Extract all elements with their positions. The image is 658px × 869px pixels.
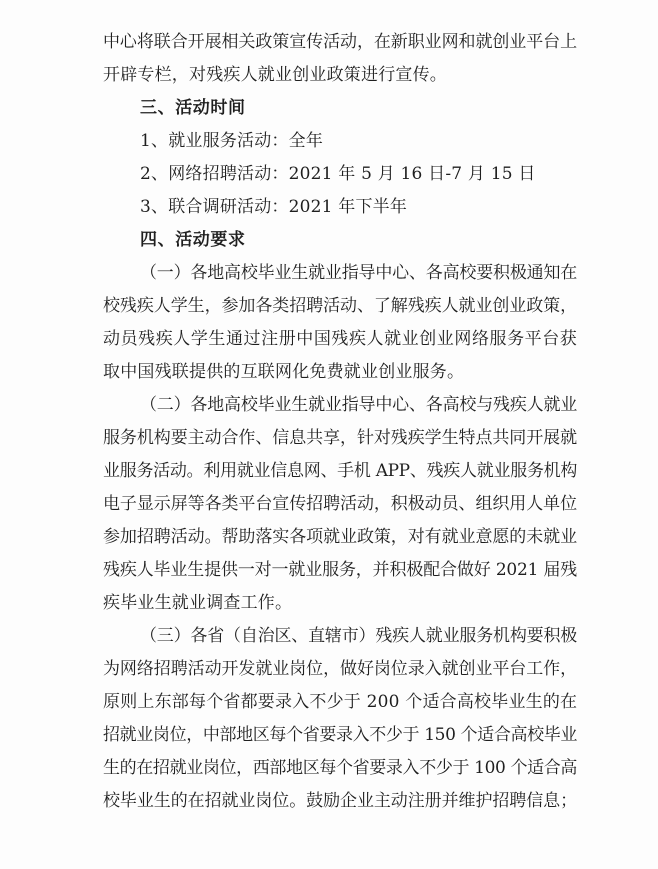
paragraph-line: 业服务活动。利用就业信息网、手机 APP、残疾人就业服务机构	[103, 461, 577, 481]
paragraph-line: 动员残疾人学生通过注册中国残疾人就业创业网络服务平台获	[103, 329, 577, 349]
list-item: 2、网络招聘活动：2021 年 5 月 16 日-7 月 15 日	[140, 164, 536, 184]
paragraph-line: 原则上东部每个省都要录入不少于 200 个适合高校毕业生的在	[103, 692, 578, 712]
paragraph-line: 中心将联合开展相关政策宣传活动，在新职业网和就创业平台上	[103, 32, 577, 52]
paragraph-line: 疾毕业生就业调查工作。	[103, 593, 293, 613]
paragraph-line: （三）各省（自治区、直辖市）残疾人就业服务机构要积极	[140, 626, 577, 646]
paragraph-line: （一）各地高校毕业生就业指导中心、各高校要积极通知在	[140, 263, 577, 283]
paragraph-line: 生的在招就业岗位，西部地区每个省要录入不少于 100 个适合高	[103, 758, 577, 778]
paragraph-line: 残疾人毕业生提供一对一就业服务，并积极配合做好 2021 届残	[103, 560, 577, 580]
paragraph-line: 校毕业生的在招就业岗位。鼓励企业主动注册并维护招聘信息；	[103, 791, 577, 811]
paragraph-line: 取中国残联提供的互联网化免费就业创业服务。	[103, 362, 465, 382]
paragraph-line: 电子显示屏等各类平台宣传招聘活动，积极动员、组织用人单位	[103, 494, 577, 514]
list-item: 3、联合调研活动：2021 年下半年	[140, 197, 408, 217]
document-body	[103, 26, 577, 818]
paragraph-line: （二）各地高校毕业生就业指导中心、各高校与残疾人就业	[140, 395, 577, 415]
section-heading: 三、活动时间	[140, 98, 246, 118]
paragraph-line: 招就业岗位，中部地区每个省要录入不少于 150 个适合高校毕业	[103, 725, 577, 745]
section-heading: 四、活动要求	[140, 230, 246, 250]
paragraph-line: 服务机构要主动合作、信息共享，针对残疾学生特点共同开展就	[103, 428, 577, 448]
paragraph-line: 开辟专栏，对残疾人就业创业政策进行宣传。	[103, 65, 447, 85]
paragraph-line: 校残疾人学生，参加各类招聘活动、了解残疾人就业创业政策，	[103, 296, 577, 316]
list-item: 1、就业服务活动：全年	[140, 131, 324, 151]
paragraph-line: 为网络招聘活动开发就业岗位，做好岗位录入就创业平台工作，	[103, 659, 577, 679]
paragraph-line: 参加招聘活动。帮助落实各项就业政策，对有就业意愿的未就业	[103, 527, 577, 547]
